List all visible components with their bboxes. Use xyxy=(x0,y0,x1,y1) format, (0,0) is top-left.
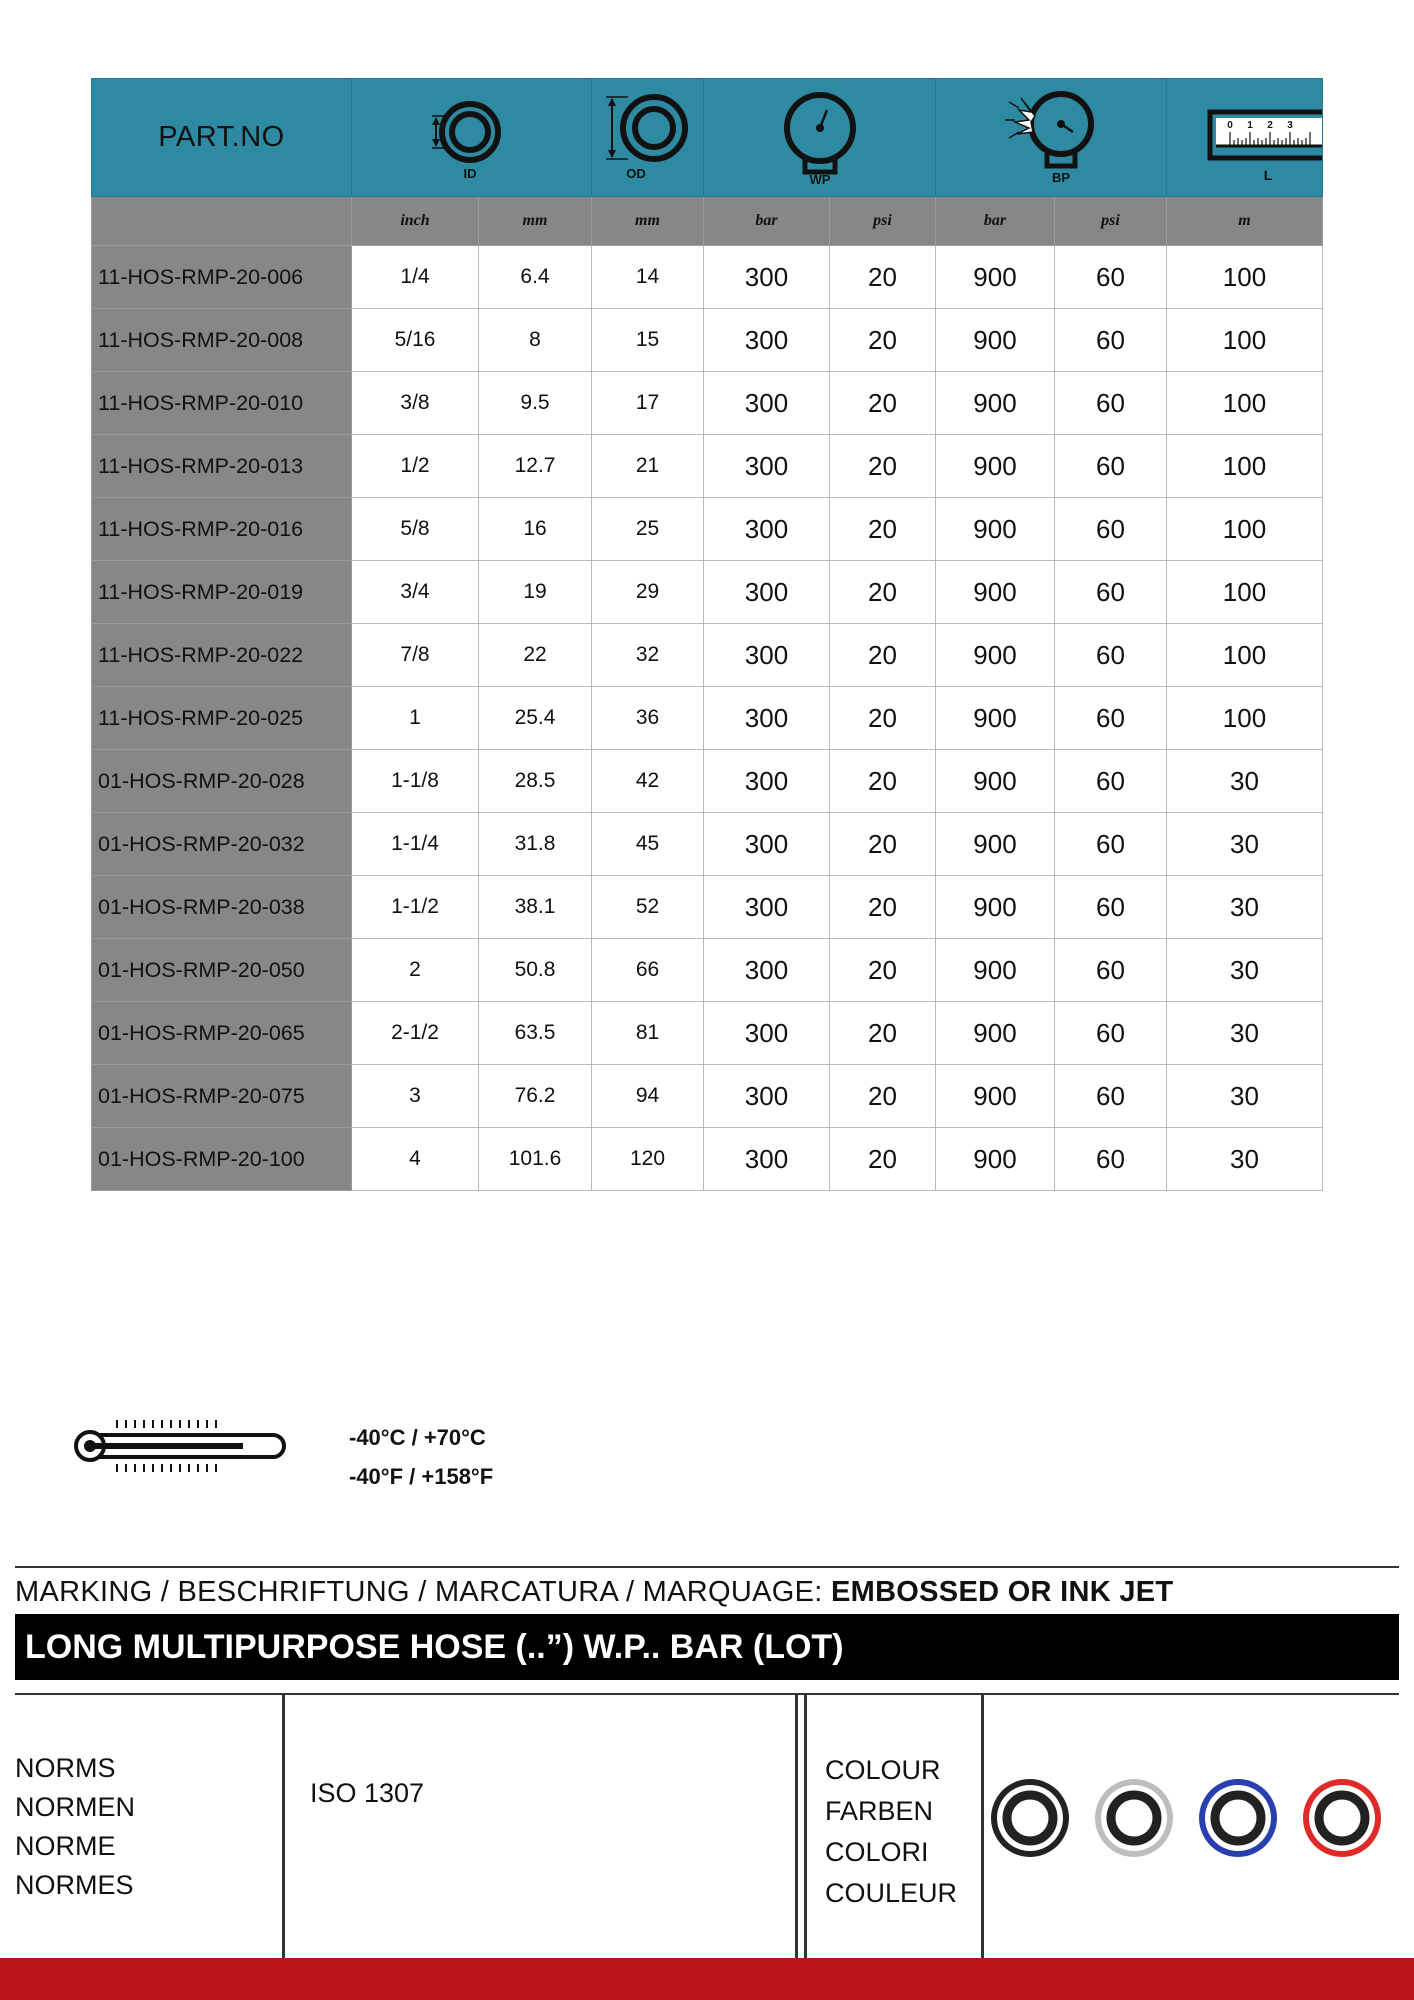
part-number-cell: 01-HOS-RMP-20-075 xyxy=(92,1065,352,1128)
spec-table xyxy=(91,78,1323,1191)
part-number-cell: 01-HOS-RMP-20-050 xyxy=(92,939,352,1002)
colour-label: COULEUR xyxy=(825,1878,958,1908)
bp-psi-cell: 60 xyxy=(1055,1128,1167,1191)
bp-header xyxy=(936,79,1167,197)
wp-bar-cell: 300 xyxy=(704,498,830,561)
wp-bar-cell: 300 xyxy=(704,876,830,939)
bp-bar-cell: 900 xyxy=(936,498,1055,561)
part-number-cell: 11-HOS-RMP-20-025 xyxy=(92,687,352,750)
bp-psi-cell: 60 xyxy=(1055,687,1167,750)
length-cell: 100 xyxy=(1167,624,1323,687)
unit-cell: inch xyxy=(352,197,479,246)
table-row xyxy=(92,624,1323,687)
wp-psi-cell: 20 xyxy=(830,1065,936,1128)
wp-bar-cell: 300 xyxy=(704,813,830,876)
table-row xyxy=(92,939,1323,1002)
table-row xyxy=(92,309,1323,372)
wp-bar-cell: 300 xyxy=(704,624,830,687)
inner-diameter-icon xyxy=(422,92,522,184)
unit-cell: bar xyxy=(704,197,830,246)
bp-psi-cell: 60 xyxy=(1055,750,1167,813)
id-inch-cell: 2 xyxy=(352,939,479,1002)
divider-top xyxy=(15,1566,1399,1568)
column-divider xyxy=(804,1693,807,1958)
wp-psi-cell: 20 xyxy=(830,1128,936,1191)
wp-bar-cell: 300 xyxy=(704,246,830,309)
unit-cell: bar xyxy=(936,197,1055,246)
od-mm-cell: 14 xyxy=(592,246,704,309)
id-inch-cell: 3 xyxy=(352,1065,479,1128)
part-number-cell: 01-HOS-RMP-20-038 xyxy=(92,876,352,939)
unit-cell: mm xyxy=(592,197,704,246)
id-mm-cell: 8 xyxy=(479,309,592,372)
norms-label: NORMEN xyxy=(15,1792,135,1822)
length-cell: 100 xyxy=(1167,435,1323,498)
id-inch-cell: 5/8 xyxy=(352,498,479,561)
norms-label: NORMES xyxy=(15,1870,134,1900)
length-cell: 100 xyxy=(1167,498,1323,561)
od-mm-cell: 21 xyxy=(592,435,704,498)
wp-psi-cell: 20 xyxy=(830,1002,936,1065)
id-mm-cell: 6.4 xyxy=(479,246,592,309)
bp-bar-cell: 900 xyxy=(936,624,1055,687)
id-mm-cell: 50.8 xyxy=(479,939,592,1002)
marking-label: MARKING / BESCHRIFTUNG / MARCATURA / MARQUAGE: xyxy=(15,1576,823,1608)
id-inch-cell: 4 xyxy=(352,1128,479,1191)
ruler-tick-1: 1 xyxy=(1247,119,1253,131)
unit-cell-empty xyxy=(92,197,352,246)
id-inch-cell: 1-1/4 xyxy=(352,813,479,876)
length-cell: 30 xyxy=(1167,939,1323,1002)
ruler-tick-2: 2 xyxy=(1267,119,1273,131)
od-mm-cell: 94 xyxy=(592,1065,704,1128)
od-mm-cell: 120 xyxy=(592,1128,704,1191)
length-cell: 100 xyxy=(1167,246,1323,309)
wp-bar-cell: 300 xyxy=(704,1065,830,1128)
colour-swatch-grey xyxy=(1095,1779,1173,1857)
wp-psi-cell: 20 xyxy=(830,939,936,1002)
id-mm-cell: 25.4 xyxy=(479,687,592,750)
od-header xyxy=(592,79,704,197)
length-header xyxy=(1167,79,1323,197)
wp-bar-cell: 300 xyxy=(704,561,830,624)
colour-swatch-blue xyxy=(1199,1779,1277,1857)
id-inch-cell: 1-1/2 xyxy=(352,876,479,939)
table-row xyxy=(92,561,1323,624)
colour-swatches xyxy=(990,1772,1400,1864)
wp-psi-cell: 20 xyxy=(830,246,936,309)
od-mm-cell: 32 xyxy=(592,624,704,687)
unit-cell: m xyxy=(1167,197,1323,246)
od-mm-cell: 36 xyxy=(592,687,704,750)
bp-psi-cell: 60 xyxy=(1055,372,1167,435)
bp-icon-label: BP xyxy=(1051,169,1071,185)
id-inch-cell: 1 xyxy=(352,687,479,750)
part-no-header: PART.NO xyxy=(92,79,352,197)
outer-diameter-icon xyxy=(598,92,698,184)
id-mm-cell: 63.5 xyxy=(479,1002,592,1065)
unit-row xyxy=(92,197,1323,246)
id-mm-cell: 38.1 xyxy=(479,876,592,939)
length-cell: 30 xyxy=(1167,1065,1323,1128)
bp-psi-cell: 60 xyxy=(1055,1002,1167,1065)
table-row xyxy=(92,372,1323,435)
id-mm-cell: 16 xyxy=(479,498,592,561)
bp-psi-cell: 60 xyxy=(1055,246,1167,309)
length-cell: 30 xyxy=(1167,1002,1323,1065)
marking-example-bar: LONG MULTIPURPOSE HOSE (..”) W.P.. BAR (LOT) xyxy=(15,1614,1399,1680)
divider-bottom xyxy=(15,1693,1399,1695)
part-number-cell: 01-HOS-RMP-20-032 xyxy=(92,813,352,876)
wp-icon-label: WP xyxy=(809,171,830,186)
norms-value: ISO 1307 xyxy=(310,1778,425,1808)
length-cell: 30 xyxy=(1167,876,1323,939)
wp-psi-cell: 20 xyxy=(830,813,936,876)
bp-bar-cell: 900 xyxy=(936,939,1055,1002)
bp-bar-cell: 900 xyxy=(936,687,1055,750)
table-row xyxy=(92,813,1323,876)
bp-psi-cell: 60 xyxy=(1055,624,1167,687)
length-cell: 30 xyxy=(1167,813,1323,876)
id-mm-cell: 76.2 xyxy=(479,1065,592,1128)
table-row xyxy=(92,1002,1323,1065)
bp-bar-cell: 900 xyxy=(936,435,1055,498)
part-number-cell: 11-HOS-RMP-20-008 xyxy=(92,309,352,372)
id-icon-label: ID xyxy=(463,165,476,181)
wp-psi-cell: 20 xyxy=(830,561,936,624)
part-number-cell: 01-HOS-RMP-20-028 xyxy=(92,750,352,813)
od-mm-cell: 29 xyxy=(592,561,704,624)
column-divider xyxy=(981,1693,984,1958)
wp-psi-cell: 20 xyxy=(830,435,936,498)
burst-pressure-gauge-icon xyxy=(991,90,1111,186)
wp-psi-cell: 20 xyxy=(830,309,936,372)
marking-line xyxy=(15,1576,1173,1609)
od-mm-cell: 42 xyxy=(592,750,704,813)
part-number-cell: 11-HOS-RMP-20-022 xyxy=(92,624,352,687)
wp-header xyxy=(704,79,936,197)
bp-bar-cell: 900 xyxy=(936,876,1055,939)
wp-bar-cell: 300 xyxy=(704,687,830,750)
length-cell: 100 xyxy=(1167,687,1323,750)
wp-psi-cell: 20 xyxy=(830,876,936,939)
length-cell: 100 xyxy=(1167,309,1323,372)
wp-psi-cell: 20 xyxy=(830,687,936,750)
norms-labels xyxy=(15,1749,135,1905)
wp-psi-cell: 20 xyxy=(830,624,936,687)
id-mm-cell: 12.7 xyxy=(479,435,592,498)
part-number-cell: 01-HOS-RMP-20-065 xyxy=(92,1002,352,1065)
bp-psi-cell: 60 xyxy=(1055,435,1167,498)
temperature-celsius: -40°C / +70°C xyxy=(349,1425,486,1450)
length-icon-label: L xyxy=(1263,166,1273,183)
bp-bar-cell: 900 xyxy=(936,561,1055,624)
od-icon-label: OD xyxy=(625,165,646,181)
id-mm-cell: 22 xyxy=(479,624,592,687)
bp-psi-cell: 60 xyxy=(1055,498,1167,561)
colour-swatch-black xyxy=(991,1779,1069,1857)
id-inch-cell: 1-1/8 xyxy=(352,750,479,813)
od-mm-cell: 25 xyxy=(592,498,704,561)
bp-bar-cell: 900 xyxy=(936,372,1055,435)
part-number-cell: 01-HOS-RMP-20-100 xyxy=(92,1128,352,1191)
id-mm-cell: 28.5 xyxy=(479,750,592,813)
part-number-cell: 11-HOS-RMP-20-016 xyxy=(92,498,352,561)
wp-bar-cell: 300 xyxy=(704,939,830,1002)
id-inch-cell: 7/8 xyxy=(352,624,479,687)
bp-bar-cell: 900 xyxy=(936,750,1055,813)
id-mm-cell: 19 xyxy=(479,561,592,624)
od-mm-cell: 52 xyxy=(592,876,704,939)
temperature-fahrenheit: -40°F / +158°F xyxy=(349,1464,494,1489)
length-cell: 30 xyxy=(1167,1128,1323,1191)
bp-psi-cell: 60 xyxy=(1055,813,1167,876)
length-cell: 100 xyxy=(1167,372,1323,435)
id-mm-cell: 9.5 xyxy=(479,372,592,435)
table-row xyxy=(92,750,1323,813)
temperature-range xyxy=(349,1418,493,1496)
table-body xyxy=(92,246,1323,1191)
bp-psi-cell: 60 xyxy=(1055,876,1167,939)
bp-psi-cell: 60 xyxy=(1055,561,1167,624)
table-row xyxy=(92,687,1323,750)
id-mm-cell: 31.8 xyxy=(479,813,592,876)
wp-bar-cell: 300 xyxy=(704,309,830,372)
table-row xyxy=(92,246,1323,309)
id-inch-cell: 2-1/2 xyxy=(352,1002,479,1065)
table-row xyxy=(92,1128,1323,1191)
od-mm-cell: 45 xyxy=(592,813,704,876)
footer-bar xyxy=(0,1958,1414,2000)
bp-bar-cell: 900 xyxy=(936,1002,1055,1065)
id-inch-cell: 3/8 xyxy=(352,372,479,435)
id-header xyxy=(352,79,592,197)
length-cell: 30 xyxy=(1167,750,1323,813)
bp-bar-cell: 900 xyxy=(936,813,1055,876)
wp-bar-cell: 300 xyxy=(704,372,830,435)
unit-cell: psi xyxy=(830,197,936,246)
wp-bar-cell: 300 xyxy=(704,1002,830,1065)
part-number-cell: 11-HOS-RMP-20-019 xyxy=(92,561,352,624)
od-mm-cell: 66 xyxy=(592,939,704,1002)
id-inch-cell: 5/16 xyxy=(352,309,479,372)
bp-psi-cell: 60 xyxy=(1055,1065,1167,1128)
bp-bar-cell: 900 xyxy=(936,1065,1055,1128)
wp-psi-cell: 20 xyxy=(830,372,936,435)
unit-cell: psi xyxy=(1055,197,1167,246)
wp-psi-cell: 20 xyxy=(830,750,936,813)
norms-label: NORMS xyxy=(15,1753,116,1783)
bp-psi-cell: 60 xyxy=(1055,939,1167,1002)
id-mm-cell: 101.6 xyxy=(479,1128,592,1191)
ruler-length-icon xyxy=(1172,90,1322,186)
part-number-cell: 11-HOS-RMP-20-010 xyxy=(92,372,352,435)
table-row xyxy=(92,1065,1323,1128)
colour-swatch-red xyxy=(1303,1779,1381,1857)
wp-bar-cell: 300 xyxy=(704,435,830,498)
part-number-cell: 11-HOS-RMP-20-013 xyxy=(92,435,352,498)
thermometer-icon xyxy=(73,1418,289,1474)
bp-psi-cell: 60 xyxy=(1055,309,1167,372)
colour-label: COLORI xyxy=(825,1837,929,1867)
ruler-tick-0: 0 xyxy=(1227,119,1233,131)
od-mm-cell: 17 xyxy=(592,372,704,435)
od-mm-cell: 81 xyxy=(592,1002,704,1065)
colour-labels xyxy=(825,1750,957,1914)
wp-psi-cell: 20 xyxy=(830,498,936,561)
bp-bar-cell: 900 xyxy=(936,246,1055,309)
bp-bar-cell: 900 xyxy=(936,309,1055,372)
table-row xyxy=(92,498,1323,561)
wp-bar-cell: 300 xyxy=(704,750,830,813)
id-inch-cell: 1/2 xyxy=(352,435,479,498)
working-pressure-gauge-icon xyxy=(765,90,875,186)
id-inch-cell: 1/4 xyxy=(352,246,479,309)
id-inch-cell: 3/4 xyxy=(352,561,479,624)
od-mm-cell: 15 xyxy=(592,309,704,372)
ruler-tick-3: 3 xyxy=(1287,119,1293,131)
unit-cell: mm xyxy=(479,197,592,246)
colour-label: COLOUR xyxy=(825,1755,941,1785)
colour-label: FARBEN xyxy=(825,1796,934,1826)
table-row xyxy=(92,435,1323,498)
marking-value: EMBOSSED OR INK JET xyxy=(830,1576,1174,1608)
length-cell: 100 xyxy=(1167,561,1323,624)
icon-header-row xyxy=(92,79,1323,197)
bp-bar-cell: 900 xyxy=(936,1128,1055,1191)
column-divider xyxy=(795,1693,798,1958)
column-divider xyxy=(282,1693,285,1958)
part-number-cell: 11-HOS-RMP-20-006 xyxy=(92,246,352,309)
wp-bar-cell: 300 xyxy=(704,1128,830,1191)
table-row xyxy=(92,876,1323,939)
norms-label: NORME xyxy=(15,1831,116,1861)
